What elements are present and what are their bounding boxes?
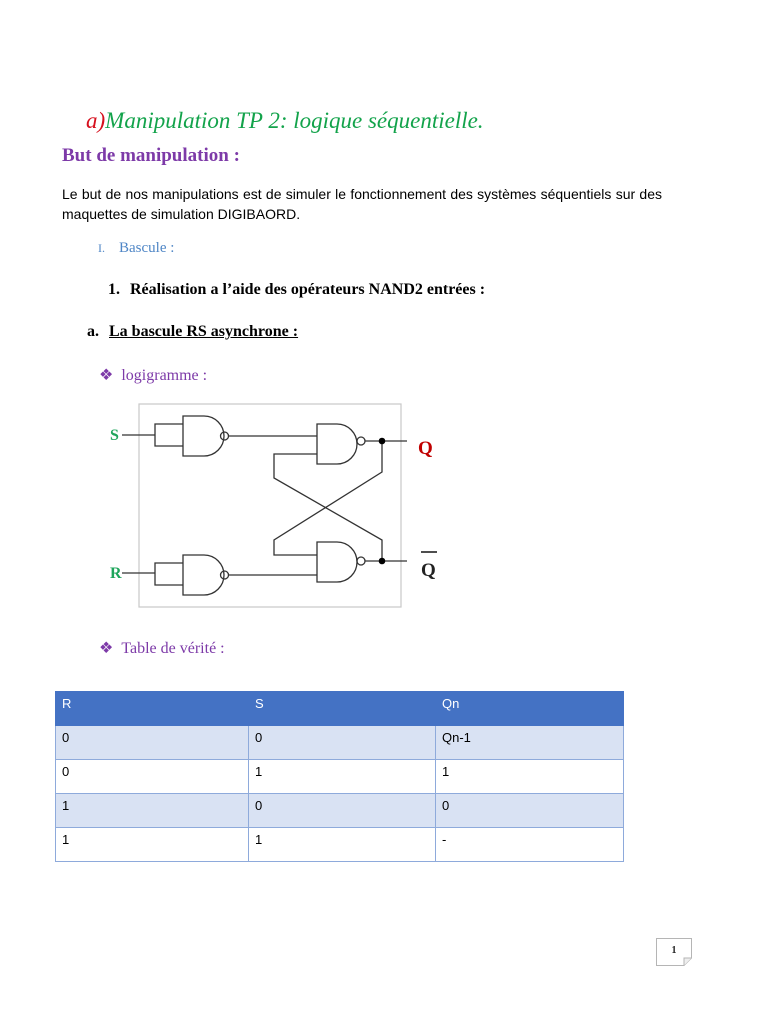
label-qbar: Q xyxy=(421,560,436,581)
nand-gate-1 xyxy=(183,416,224,456)
diagram-frame xyxy=(139,404,401,607)
page-number-box xyxy=(656,938,692,966)
header-s: S xyxy=(249,692,436,726)
header-r: R xyxy=(56,692,249,726)
sub-subsection-heading xyxy=(87,323,298,341)
diamond-bullet-icon: ❖ xyxy=(99,640,114,657)
table-cell: 0 xyxy=(56,760,249,794)
nand-gate-4-bubble xyxy=(357,557,365,565)
nand-gate-3 xyxy=(317,424,357,464)
page-number: 1 xyxy=(671,945,677,956)
table-row xyxy=(56,726,624,760)
intro-paragraph: Le but de nos manipulations est de simuler le fonctionnement des systèmes séquentiels sur des maquettes de simulation DIGIBAORD. xyxy=(62,186,662,222)
subtitle: But de manipulation : xyxy=(62,145,240,166)
table-cell: - xyxy=(436,828,624,862)
page-fold-icon xyxy=(684,958,692,966)
table-cell: 0 xyxy=(249,726,436,760)
table-cell: 1 xyxy=(56,794,249,828)
bullet-table xyxy=(99,638,225,658)
table-cell: 1 xyxy=(249,760,436,794)
table-cell: 0 xyxy=(56,726,249,760)
bullet-logigramme-label: logigramme : xyxy=(121,367,208,384)
table-cell: 1 xyxy=(436,760,624,794)
wire-q-feedback xyxy=(274,441,382,555)
diamond-bullet-icon: ❖ xyxy=(99,367,114,384)
sub-subsection-label: La bascule RS asynchrone : xyxy=(109,323,299,340)
junction-dot-qbar xyxy=(379,558,386,565)
junction-dot-q xyxy=(379,438,386,445)
nand-gate-3-bubble xyxy=(357,437,365,445)
table-header-row xyxy=(56,692,624,726)
page-title xyxy=(86,108,484,134)
bullet-logigramme xyxy=(99,365,207,385)
nand-gate-4 xyxy=(317,542,357,582)
subsection-label: Réalisation a l’aide des opérateurs NAND2 entrées : xyxy=(130,281,486,298)
rs-latch-diagram xyxy=(108,400,453,612)
title-prefix: a) xyxy=(86,108,106,133)
label-q: Q xyxy=(418,438,433,459)
table-cell: 1 xyxy=(56,828,249,862)
table-cell: Qn-1 xyxy=(436,726,624,760)
title-text: Manipulation TP 2: logique séquentielle. xyxy=(105,108,484,133)
table-cell: 0 xyxy=(436,794,624,828)
wire-qbar-feedback xyxy=(274,454,382,561)
subsection-heading xyxy=(108,281,485,299)
table-cell: 0 xyxy=(249,794,436,828)
subsection-number: 1. xyxy=(108,281,120,298)
section-heading xyxy=(98,240,174,257)
section-label: Bascule : xyxy=(119,240,175,256)
table-row xyxy=(56,760,624,794)
nand-gate-2 xyxy=(183,555,224,595)
label-s: S xyxy=(110,427,119,444)
bullet-table-label: Table de vérité : xyxy=(121,640,225,657)
sub-subsection-number: a. xyxy=(87,323,99,340)
label-r: R xyxy=(110,565,122,582)
table-cell: 1 xyxy=(249,828,436,862)
table-row xyxy=(56,794,624,828)
section-number: I. xyxy=(98,241,105,255)
table-row xyxy=(56,828,624,862)
wire-r-tie xyxy=(155,563,183,585)
header-qn: Qn xyxy=(436,692,624,726)
wire-s-tie xyxy=(155,424,183,446)
truth-table xyxy=(55,691,624,862)
